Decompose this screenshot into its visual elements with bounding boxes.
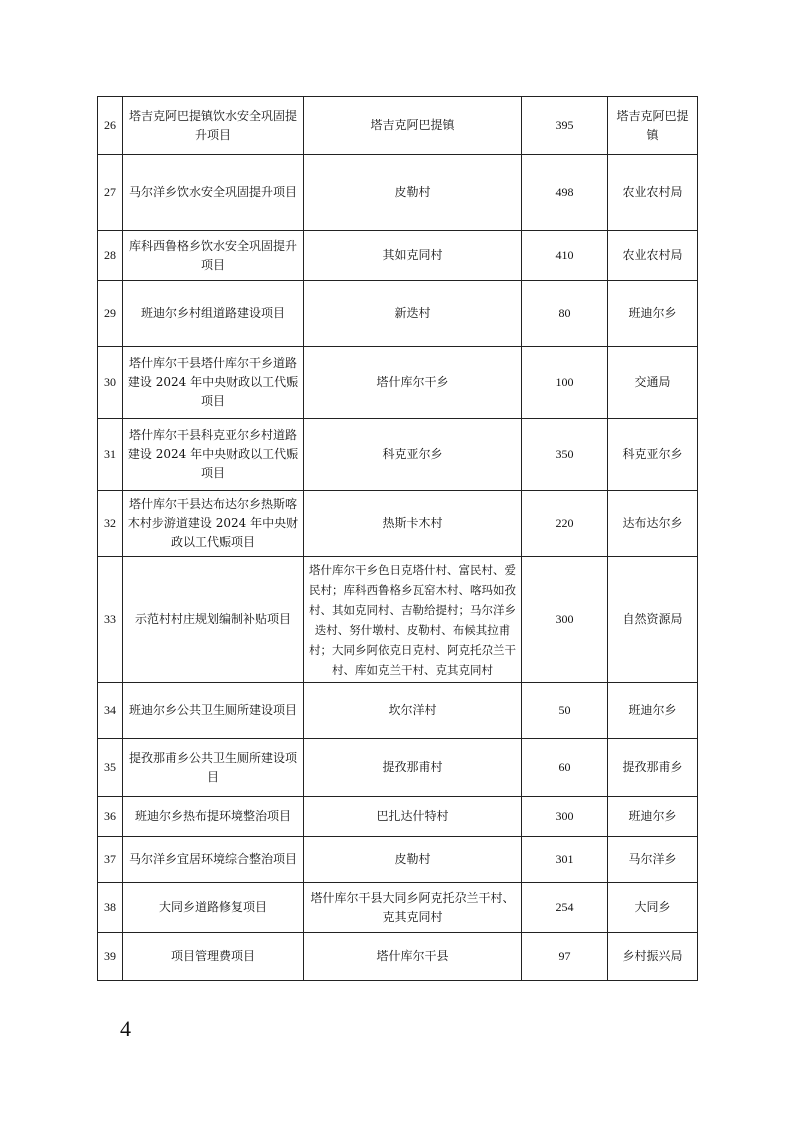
project-location: 皮勒村 [304, 155, 522, 231]
responsible-dept: 乡村振兴局 [608, 933, 698, 981]
responsible-dept: 提孜那甫乡 [608, 739, 698, 797]
responsible-dept: 班迪尔乡 [608, 281, 698, 347]
page-number: 4 [120, 1016, 131, 1041]
row-number: 29 [98, 281, 123, 347]
table-row [98, 933, 698, 981]
project-location: 提孜那甫村 [304, 739, 522, 797]
row-number: 39 [98, 933, 123, 981]
table-row [98, 491, 698, 557]
project-location: 塔什库尔干县大同乡阿克托尕兰干村、克其克同村 [304, 883, 522, 933]
project-amount: 350 [522, 419, 608, 491]
responsible-dept: 农业农村局 [608, 231, 698, 281]
row-number: 28 [98, 231, 123, 281]
project-amount: 100 [522, 347, 608, 419]
row-number: 32 [98, 491, 123, 557]
responsible-dept: 交通局 [608, 347, 698, 419]
project-amount: 97 [522, 933, 608, 981]
project-name: 塔什库尔干县塔什库尔干乡道路建设 2024 年中央财政以工代赈项目 [123, 347, 304, 419]
project-location: 塔什库尔干乡 [304, 347, 522, 419]
table-row [98, 347, 698, 419]
project-name: 示范村村庄规划编制补贴项目 [123, 557, 304, 683]
project-name: 塔什库尔干县科克亚尔乡村道路建设 2024 年中央财政以工代赈项目 [123, 419, 304, 491]
table-row [98, 683, 698, 739]
project-location: 塔什库尔干乡色日克塔什村、富民村、爱民村；库科西鲁格乡瓦窑木村、喀玛如孜村、其如克同村、吉勒给提村；马尔洋乡迭村、努什墩村、皮勒村、布候其拉甫村；大同乡阿依克日克村、阿克托尕兰干村、库如克兰干村、克其克同村 [304, 557, 522, 683]
table-row [98, 739, 698, 797]
table-row [98, 557, 698, 683]
project-amount: 60 [522, 739, 608, 797]
project-name: 班迪尔乡公共卫生厕所建设项目 [123, 683, 304, 739]
responsible-dept: 马尔洋乡 [608, 837, 698, 883]
project-amount: 498 [522, 155, 608, 231]
project-amount: 300 [522, 797, 608, 837]
row-number: 27 [98, 155, 123, 231]
project-name: 马尔洋乡饮水安全巩固提升项目 [123, 155, 304, 231]
project-name: 库科西鲁格乡饮水安全巩固提升项目 [123, 231, 304, 281]
project-table [97, 96, 698, 981]
project-name: 马尔洋乡宜居环境综合整治项目 [123, 837, 304, 883]
row-number: 36 [98, 797, 123, 837]
project-amount: 301 [522, 837, 608, 883]
project-location: 巴扎达什特村 [304, 797, 522, 837]
project-location: 其如克同村 [304, 231, 522, 281]
project-location: 坎尔洋村 [304, 683, 522, 739]
row-number: 34 [98, 683, 123, 739]
project-location: 皮勒村 [304, 837, 522, 883]
project-amount: 50 [522, 683, 608, 739]
row-number: 31 [98, 419, 123, 491]
table-row [98, 155, 698, 231]
project-name: 塔什库尔干县达布达尔乡热斯喀木村步游道建设 2024 年中央财政以工代赈项目 [123, 491, 304, 557]
project-name: 班迪尔乡村组道路建设项目 [123, 281, 304, 347]
responsible-dept: 班迪尔乡 [608, 683, 698, 739]
project-amount: 395 [522, 97, 608, 155]
responsible-dept: 班迪尔乡 [608, 797, 698, 837]
project-amount: 300 [522, 557, 608, 683]
row-number: 30 [98, 347, 123, 419]
responsible-dept: 塔吉克阿巴提镇 [608, 97, 698, 155]
responsible-dept: 大同乡 [608, 883, 698, 933]
table-row [98, 231, 698, 281]
table-row [98, 883, 698, 933]
project-amount: 410 [522, 231, 608, 281]
responsible-dept: 科克亚尔乡 [608, 419, 698, 491]
project-location: 塔什库尔干县 [304, 933, 522, 981]
responsible-dept: 自然资源局 [608, 557, 698, 683]
row-number: 33 [98, 557, 123, 683]
responsible-dept: 农业农村局 [608, 155, 698, 231]
row-number: 38 [98, 883, 123, 933]
project-location: 热斯卡木村 [304, 491, 522, 557]
table-row [98, 419, 698, 491]
table-row [98, 837, 698, 883]
responsible-dept: 达布达尔乡 [608, 491, 698, 557]
row-number: 37 [98, 837, 123, 883]
project-location: 科克亚尔乡 [304, 419, 522, 491]
project-name: 大同乡道路修复项目 [123, 883, 304, 933]
table-row [98, 797, 698, 837]
project-location: 新迭村 [304, 281, 522, 347]
project-name: 班迪尔乡热布提环境整治项目 [123, 797, 304, 837]
row-number: 26 [98, 97, 123, 155]
project-amount: 220 [522, 491, 608, 557]
project-name: 项目管理费项目 [123, 933, 304, 981]
row-number: 35 [98, 739, 123, 797]
project-amount: 80 [522, 281, 608, 347]
project-name: 塔吉克阿巴提镇饮水安全巩固提升项目 [123, 97, 304, 155]
table-row [98, 97, 698, 155]
project-name: 提孜那甫乡公共卫生厕所建设项目 [123, 739, 304, 797]
project-amount: 254 [522, 883, 608, 933]
table-row [98, 281, 698, 347]
project-location: 塔吉克阿巴提镇 [304, 97, 522, 155]
